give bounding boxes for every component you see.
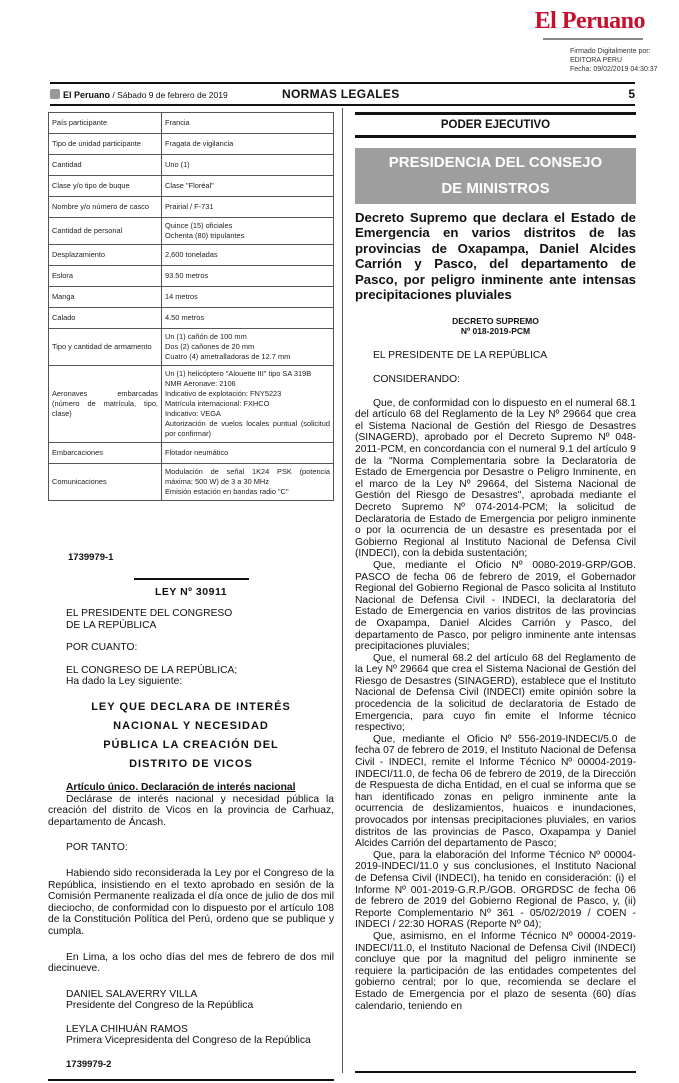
president-line: DE LA REPÚBLICA [66, 619, 157, 631]
separator [134, 578, 249, 580]
table-row [49, 155, 334, 176]
table-row [49, 287, 334, 308]
power-heading: PODER EJECUTIVO [440, 119, 551, 131]
signatory-title: Presidente del Congreso de la República [66, 1000, 254, 1012]
consideration-paragraph: Que, asimismo, en el Informe Técnico Nº 00004-2019-INDECI/11.0, el Instituto Nacional de Defensa Civil (INDECI) concluye que por la magnitud del peligro inminente se requiere la participación de las entidades competentes del gobierno central; por lo que, recomienda se declare el Estado de Emergencia por el plazo de sesenta (60) días calendario, teniendo en [355, 930, 636, 1012]
signature-line: Fecha: 09/02/2019 04:30:37 [570, 66, 658, 73]
page-number: 5 [628, 87, 635, 101]
column-end-rule [355, 1071, 636, 1073]
value-line: Flotador neumático [165, 448, 229, 457]
row-label: Clase y/o tipo de buque [49, 176, 162, 197]
header-rule-top [50, 82, 635, 84]
rule [355, 135, 636, 138]
value-line: Fragata de vigilancia [165, 139, 234, 148]
law-title-line: DISTRITO DE VICOS [129, 757, 253, 770]
publication-name: El Peruano [63, 90, 111, 100]
law-title-line: LEY QUE DECLARA DE INTERÉS [91, 700, 291, 713]
table-row [49, 113, 334, 134]
consideration-paragraph: Que, mediante el Oficio Nº 556-2019-INDECI/5.0 de fecha 07 de febrero de 2019, el Instituto Nacional de Defensa Civil - INDECI, remite el Informe Técnico Nº 00004-2019-INDECI/11.0, de fecha 06 de febrero de 2019, de la Dirección de Respuesta de dicha Entidad, en el cual se informa que se han identificado zonas en peligro inminente ante la ocurrencia de deslizamientos, huaicos e inundaciones, provocados por intensas precipitaciones pluviales, en varios distritos de las provincias de Pasco, Oxapampa y Daniel Alcides Carrión del departamento de Pasco; [355, 733, 636, 850]
date-paragraph: En Lima, a los ocho días del mes de febrero de dos mil diecinueve. [48, 951, 334, 975]
row-value [162, 443, 334, 464]
row-label: Desplazamiento [49, 245, 162, 266]
page-header [50, 86, 635, 102]
consideration-paragraph: Que, de conformidad con lo dispuesto en el numeral 68.1 del artículo 68 del Reglamento de la Ley Nº 29664 que crea el Sistema Nacional de Gestión del Riesgo de Desastres (SINAGERD), aprobado por el Decreto Supremo Nº 048-2011-PCM, en concordancia con el numeral 9.1 del artículo 9 de la "Norma Complementaria sobre la Declaratoria de Estado de Emergencia por Desastre o Peligro Inminente, en el marco de la Ley Nº 29664, del Sistema Nacional de Gestión del Riesgo de Desastres", aprobada mediante el Decreto Supremo Nº 074-2014-PCM; la solicitud de Declaratoria de Estado de Emergencia por peligro inminente o por la ocurrencia de un desastre es presentada por el Gobierno Regional al Instituto Nacional de Defensa Civil (INDECI), con la debida sustentación; [355, 397, 636, 560]
article-text: Declárase de interés nacional y necesidad pública la creación del distrito de Vicos en la provincia de Carhuaz, departamento de Áncash. [48, 793, 334, 828]
row-label: Manga [49, 287, 162, 308]
value-line: Prairial / F-731 [165, 202, 214, 211]
decree-label-line: DECRETO SUPREMO [452, 316, 539, 327]
article-heading [48, 782, 334, 794]
consideration-paragraph: Que, para la elaboración del Informe Técnico Nº 00004-2019-INDECI/11.0 y sus conclusiones, el Instituto Nacional de Defensa Civil (INDECI), ha tenido en consideración: (i) el Informe Nº 001-2019-G.R.P./GOB. ORGRDSC de fecha 06 de febrero de 2019 del Gobierno Regional de Pasco, y, (ii) Reporte Complementario Nº 361 - 05/02/2019 / COEN - INDECI / 22:30 HORAS (Reporte Nº 04); [355, 849, 636, 931]
header-rule-bottom [50, 104, 635, 106]
president-line: EL PRESIDENTE DEL CONGRESO [66, 608, 233, 619]
congreso-line: Ha dado la Ley siguiente: [66, 676, 183, 688]
row-value [162, 113, 334, 134]
table-row [49, 443, 334, 464]
value-line: Ochenta (80) tripulantes [165, 231, 245, 240]
entity-line: PRESIDENCIA DEL CONSEJO [388, 154, 603, 171]
value-line: 93.50 metros [165, 271, 209, 280]
table-row [49, 245, 334, 266]
row-value [162, 329, 334, 366]
value-line: Cuatro (4) ametralladoras de 12.7 mm [165, 352, 291, 361]
row-label: Tipo y cantidad de armamento [49, 329, 162, 366]
row-value [162, 287, 334, 308]
value-line: Quince (15) oficiales [165, 221, 233, 230]
row-label: Aeronaves embarcadas (número de matrícula, tipo, clase) [49, 366, 162, 443]
signature-line: EDITORA PERU [570, 57, 622, 64]
por-cuanto: POR CUANTO: [66, 642, 138, 654]
row-label: Tipo de unidad participante [49, 134, 162, 155]
value-line: Autorización de vuelos locales puntual (solicitud por confirmar) [165, 419, 330, 438]
value-line: Matrícula internacional: FXHCO [165, 399, 270, 408]
row-label: Eslora [49, 266, 162, 287]
value-line: Un (1) helicóptero "Alouette III" tipo SA 319B [165, 369, 312, 378]
table-row [49, 266, 334, 287]
row-value [162, 366, 334, 443]
por-tanto: POR TANTO: [66, 842, 128, 854]
law-number: LEY Nº 30911 [154, 586, 228, 598]
law-title-line: NACIONAL Y NECESIDAD [113, 719, 269, 732]
column-divider [342, 108, 343, 1073]
value-line: 4.50 metros [165, 313, 205, 322]
table-row [49, 464, 334, 501]
value-line: Un (1) cañón de 100 mm [165, 332, 247, 341]
entity-banner [355, 148, 636, 204]
executive-section [355, 112, 636, 1012]
decree-label-line: Nº 018-2019-PCM [460, 326, 531, 337]
congreso-line: EL CONGRESO DE LA REPÚBLICA; [66, 664, 238, 676]
row-value [162, 308, 334, 329]
reference-number: 1739979-1 [68, 552, 114, 563]
value-line: 14 metros [165, 292, 198, 301]
logo-underline [543, 38, 643, 40]
table-row [49, 134, 334, 155]
row-label: Cantidad [49, 155, 162, 176]
value-line: Indicativo: VEGA [165, 409, 221, 418]
law-title-line: PÚBLICA LA CREACIÓN DEL [103, 738, 279, 751]
value-line: Indicativo de explotación: FNY5223 [165, 389, 282, 398]
value-line: NMR Aeronave: 2106 [165, 379, 236, 388]
table-row [49, 308, 334, 329]
reference-number: 1739979-2 [66, 1059, 112, 1071]
value-line: Uno (1) [165, 160, 190, 169]
signatory-name: DANIEL SALAVERRY VILLA [66, 988, 198, 1000]
value-line: Dos (2) cañones de 20 mm [165, 342, 255, 351]
consideration-paragraph: Que, mediante el Oficio Nº 0080-2019-GRP/GOB. PASCO de fecha 06 de febrero de 2019, el Gobernador Regional del Gobierno Regional de Pasco solicita al Instituto Nacional de Defensa Civil - INDECI, la declaratoria del Estado de Emergencia en varios distritos de las provincias de Oxapampa, Daniel Alcides Carrión y Pasco, del departamento de Pasco, por peligro inminente ante intensas precipitaciones pluviales; [355, 559, 636, 653]
article-heading-text: Artículo único. Declaración de interés nacional [66, 781, 296, 793]
row-label: Cantidad de personal [49, 218, 162, 245]
considerations [355, 398, 636, 1012]
decree-title: Decreto Supremo que declara el Estado de Emergencia en varios distritos de las provincias de Oxapampa, Daniel Alcides Carrión y Pasco, del departamento de Pasco, por peligro inminente ante intensas precipitaciones pluviales [355, 210, 636, 303]
row-label: Calado [49, 308, 162, 329]
row-value [162, 176, 334, 197]
table-row [49, 197, 334, 218]
consideration-paragraph: Que, el numeral 68.2 del artículo 68 del Reglamento de la Ley Nº 29664 que crea el Sistema Nacional de Gestión del Riesgo de Desastres (SINAGERD), establece que el Instituto Nacional de Defensa Civil (INDECI) emite opinión sobre la procedencia de la solicitud de declaratoria de Estado de Emergencia, para cuyo fin emite el Informe técnico respectivo; [355, 652, 636, 734]
table-row [49, 176, 334, 197]
row-value [162, 155, 334, 176]
table-row [49, 329, 334, 366]
row-value [162, 266, 334, 287]
value-line: 2,600 toneladas [165, 250, 218, 259]
president-line: EL PRESIDENTE DE LA REPÚBLICA [373, 350, 548, 362]
row-value [162, 197, 334, 218]
column-end-rule [48, 1079, 334, 1081]
row-label: Nombre y/o número de casco [49, 197, 162, 218]
row-value [162, 218, 334, 245]
crest-icon [50, 89, 60, 99]
decree-label [355, 316, 636, 336]
row-label: Embarcaciones [49, 443, 162, 464]
signatory-title: Primera Vicepresidenta del Congreso de la República [66, 1035, 311, 1047]
section-title: NORMAS LEGALES [282, 87, 400, 101]
row-value [162, 134, 334, 155]
value-line: Modulación de señal 1K24 PSK (potencia máxima: 500 W) de 3 a 30 MHz [165, 467, 330, 486]
value-line: Francia [165, 118, 190, 127]
digital-signature [570, 47, 658, 74]
signature-line: Firmado Digitalmente por: [570, 48, 651, 55]
value-line: Emisión estación en bandas radio "C" [165, 487, 289, 496]
considerando: CONSIDERANDO: [373, 374, 460, 386]
vessel-table [48, 112, 334, 501]
header-date: / Sábado 9 de febrero de 2019 [112, 90, 228, 100]
entity-line: DE MINISTROS [441, 180, 550, 197]
row-value [162, 464, 334, 501]
promulgation-paragraph: Habiendo sido reconsiderada la Ley por el Congreso de la República, insistiendo en el texto aprobado en sesión de la Comisión Permanente realizada el día once de julio de dos mil dieciocho, de conformidad con lo dispuesto por el artículo 108 de la Constitución Política del Perú, ordeno que se publique y cumpla. [48, 867, 334, 937]
row-label: País participante [49, 113, 162, 134]
signatory-name: LEYLA CHIHUÁN RAMOS [66, 1023, 188, 1035]
publication-date [50, 89, 228, 100]
table-row [49, 218, 334, 245]
el-peruano-logo: El Peruano [534, 8, 645, 34]
table-row [49, 366, 334, 443]
vessel-table-grid [48, 112, 334, 501]
value-line: Clase "Floréal" [165, 181, 214, 190]
row-label: Comunicaciones [49, 464, 162, 501]
law-section [48, 552, 334, 1081]
row-value [162, 245, 334, 266]
law-title [48, 698, 334, 774]
